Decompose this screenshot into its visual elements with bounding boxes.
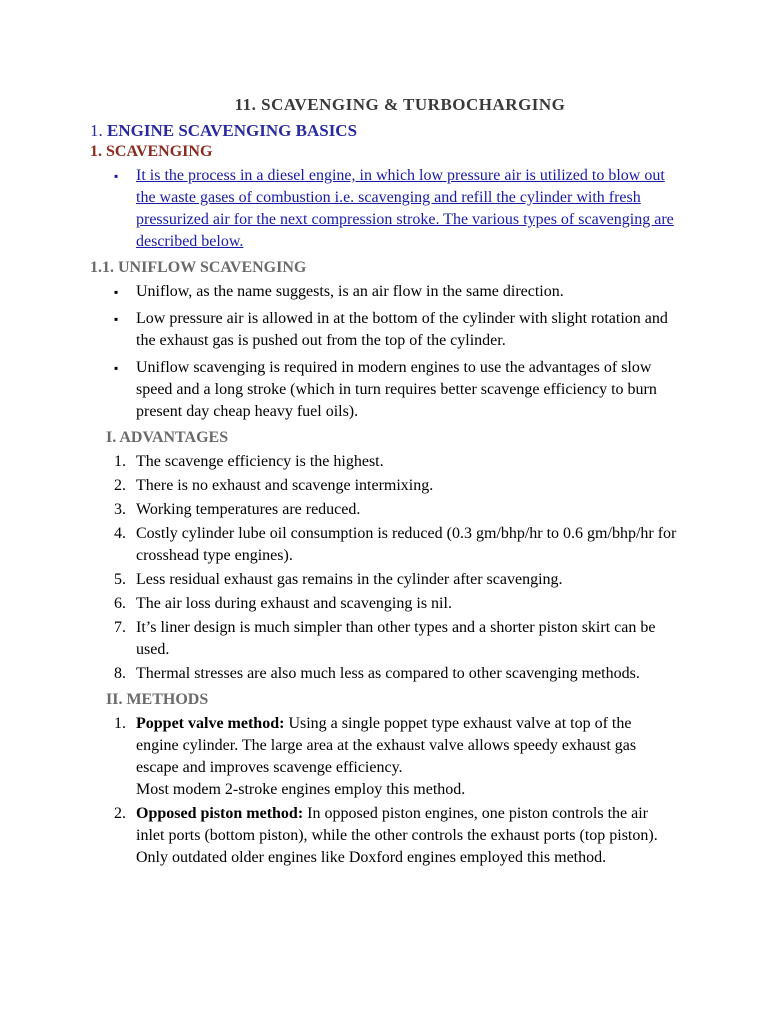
list-item: 2. Opposed piston method: In opposed piston engines, one piston controls the air inlet ports (bottom piston), while the other controls the exhaust ports (top piston). Only outdated older engines like Doxford engines employed this method. <box>114 805 658 866</box>
list-item: 4. Costly cylinder lube oil consumption is reduced (0.3 gm/bhp/hr to 0.6 gm/bhp/hr for crosshead type engines). <box>114 525 677 564</box>
list-item: 2. There is no exhaust and scavenge intermixing. <box>114 477 434 494</box>
bullet-item: ▪ Uniflow scavenging is required in modern engines to use the advantages of slow speed and a long stroke (which in turn requires better scavenge efficiency to burn present day cheap heavy fuel oils). <box>114 357 678 423</box>
method-name: Opposed piston method: <box>136 805 304 822</box>
bullet-item: ▪ Uniflow, as the name suggests, is an air flow in the same direction. <box>114 281 678 303</box>
page-title: 11. SCAVENGING & TURBOCHARGING <box>234 95 566 114</box>
list-item: 8. Thermal stresses are also much less as compared to other scavenging methods. <box>114 665 640 682</box>
list-item: 6. The air loss during exhaust and scavenging is nil. <box>114 595 452 612</box>
methods-heading: II. METHODS <box>106 691 209 708</box>
list-item: 1. Poppet valve method: Using a single poppet type exhaust valve at top of the engine cylinder. The large area at the exhaust valve allows speedy exhaust gas escape and improves scavenge efficiency. Most modem 2-stroke engines employ this method. <box>114 715 637 798</box>
uniflow-bullets <box>90 281 678 423</box>
list-item: 3. Working temperatures are reduced. <box>114 501 361 518</box>
bullet-item: ▪ Low pressure air is allowed in at the bottom of the cylinder with slight rotation and the exhaust gas is pushed out from the top of the cylinder. <box>114 308 678 352</box>
section-title: ENGINE SCAVENGING BASICS <box>107 121 358 140</box>
list-item: 5. Less residual exhaust gas remains in the cylinder after scavenging. <box>114 571 563 588</box>
intro-list <box>90 165 678 253</box>
section-number: 1. <box>90 121 103 140</box>
list-item: 1. The scavenge efficiency is the highest. <box>114 453 384 470</box>
method-name: Poppet valve method: <box>136 715 285 732</box>
section-heading <box>90 121 678 141</box>
subsection-heading-scavenging: 1. SCAVENGING <box>90 143 213 160</box>
uniflow-heading: 1.1. UNIFLOW SCAVENGING <box>90 259 307 276</box>
advantages-list <box>90 451 678 685</box>
advantages-heading: I. ADVANTAGES <box>106 429 229 446</box>
methods-list <box>90 713 678 869</box>
list-item: 7. It’s liner design is much simpler than other types and a shorter piston skirt can be used. <box>114 619 656 658</box>
method-note: Most modem 2-stroke engines employ this method. <box>136 781 466 798</box>
intro-paragraph[interactable]: ▪ It is the process in a diesel engine, in which low pressure air is utilized to blow out the waste gases of combustion i.e. scavenging and refill the cylinder with fresh pressurized air for the next compression stroke. The various types of scavenging are described below. <box>114 165 678 253</box>
